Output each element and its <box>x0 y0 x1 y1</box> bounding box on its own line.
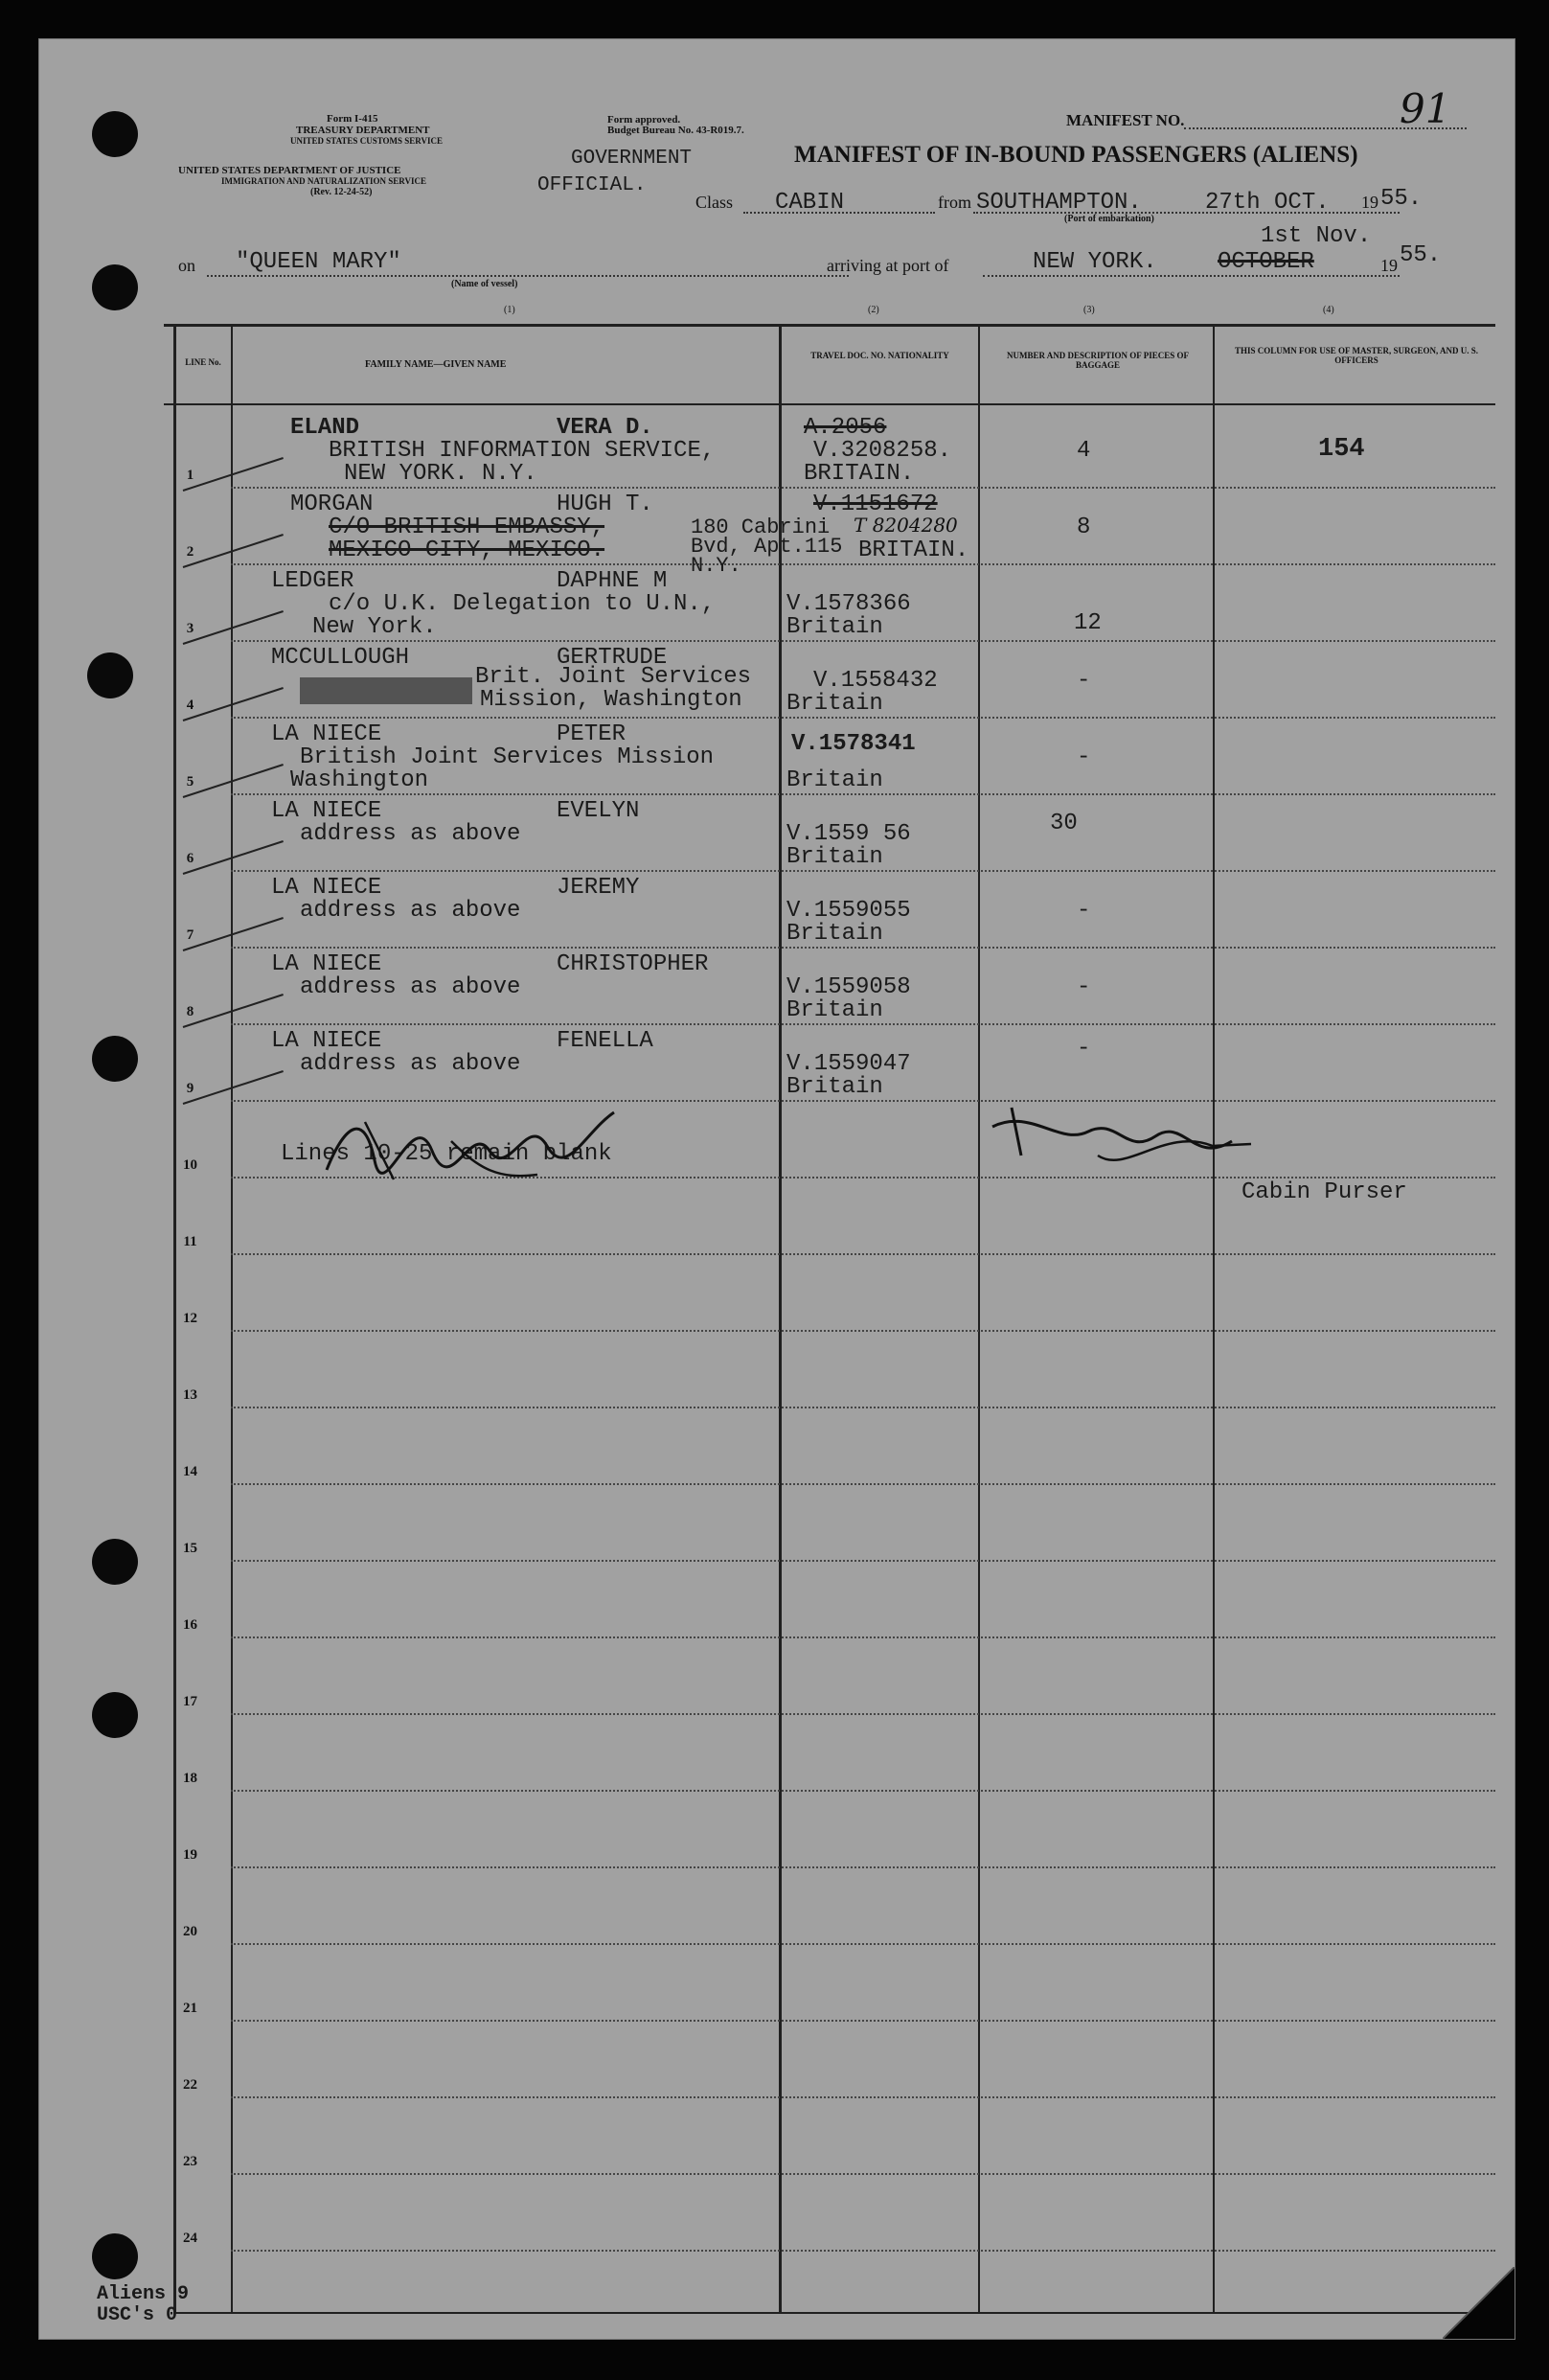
arrival-date: 1st Nov. <box>1261 223 1372 249</box>
line-number: 19 <box>183 1847 197 1863</box>
on-label: on <box>178 256 195 275</box>
travel-doc-number: V.1578341 <box>791 731 916 757</box>
given-name: EVELYN <box>557 798 640 824</box>
purser-signature <box>983 1088 1270 1184</box>
official-stamp: OFFICIAL. <box>537 174 647 196</box>
nationality: Britain <box>786 921 883 947</box>
address-line-2: Washington <box>290 767 429 793</box>
address-handwritten: 180 Cabrini Bvd, Apt.115 N.Y. <box>691 515 843 578</box>
family-name: LA NIECE <box>271 875 382 901</box>
address-line-1: address as above <box>300 974 521 1000</box>
address-line-1: c/o U.K. Delegation to U.N., <box>329 591 716 617</box>
address-line-1: address as above <box>300 821 521 847</box>
baggage-count: 4 <box>1077 438 1091 464</box>
line-number: 16 <box>183 1617 197 1633</box>
nationality: Britain <box>786 767 883 793</box>
family-name: LEDGER <box>271 568 354 594</box>
nationality: Britain <box>786 691 883 717</box>
line-number: 4 <box>186 698 194 713</box>
address-line-2: NEW YORK. N.Y. <box>344 461 537 487</box>
travel-doc-struck: V.1151672 <box>813 492 938 517</box>
address-line-1: British Joint Services Mission <box>300 744 715 770</box>
travel-doc-number: V.3208258. <box>813 438 952 464</box>
line-number: 9 <box>186 1081 194 1096</box>
col-number-3: (3) <box>1083 305 1095 315</box>
manifest-no-label: MANIFEST NO. <box>1066 111 1185 129</box>
line-number: 17 <box>183 1694 197 1709</box>
family-name: LA NIECE <box>271 951 382 977</box>
folded-corner <box>1443 2267 1515 2339</box>
customs-service: UNITED STATES CUSTOMS SERVICE <box>290 136 443 146</box>
header-baggage: NUMBER AND DESCRIPTION OF PIECES OF BAGGAGE <box>1007 351 1189 370</box>
baggage-count: - <box>1077 1036 1091 1062</box>
line-number: 22 <box>183 2077 197 2093</box>
family-name: ELAND <box>290 415 360 441</box>
line-number: 1 <box>186 468 194 483</box>
header-family-name: FAMILY NAME—GIVEN NAME <box>365 359 507 370</box>
binder-hole <box>92 1539 138 1585</box>
line-number: 7 <box>186 927 194 943</box>
travel-doc-number: V.1559047 <box>786 1051 911 1077</box>
given-name: HUGH T. <box>557 492 653 517</box>
port-of-embarkation: SOUTHAMPTON. <box>976 190 1142 216</box>
header-line-no: LINE No. <box>185 357 221 367</box>
baggage-count: 8 <box>1077 515 1091 540</box>
justice-dept: UNITED STATES DEPARTMENT OF JUSTICE <box>178 165 401 176</box>
line-number: 6 <box>186 851 194 866</box>
travel-doc-number: V.1559058 <box>786 974 911 1000</box>
manifest-page <box>38 38 1515 2340</box>
baggage-count: 30 <box>1050 811 1078 836</box>
aliens-tally: Aliens 9 <box>97 2283 190 2305</box>
officer-signature <box>308 1084 633 1199</box>
address-line-2: New York. <box>312 614 437 640</box>
given-name: CHRISTOPHER <box>557 951 709 977</box>
address-line-1: Brit. Joint Services <box>475 664 752 690</box>
line-number: 23 <box>183 2154 197 2169</box>
manifest-title: MANIFEST OF IN-BOUND PASSENGERS (ALIENS) <box>794 142 1358 168</box>
given-name: DAPHNE M <box>557 568 668 594</box>
vessel-name: "QUEEN MARY" <box>236 249 401 275</box>
binder-hole <box>92 1692 138 1738</box>
travel-doc-handwritten: T 8204280 <box>854 514 958 537</box>
binder-hole <box>92 111 138 157</box>
family-name: LA NIECE <box>271 798 382 824</box>
arrival-year: 55. <box>1400 242 1442 268</box>
line-number: 21 <box>183 2001 197 2016</box>
baggage-count: 12 <box>1074 610 1102 636</box>
binder-hole <box>87 652 133 698</box>
line-number: 14 <box>183 1464 197 1479</box>
travel-doc-struck: A.2056 <box>804 415 887 441</box>
arrival-date-struck: OCTOBER <box>1218 249 1314 275</box>
line-number: 18 <box>183 1771 197 1786</box>
binder-hole <box>92 1036 138 1082</box>
line-number: 11 <box>183 1234 197 1249</box>
col-number-2: (2) <box>868 305 879 315</box>
government-stamp: GOVERNMENT <box>571 148 693 170</box>
nationality: BRITAIN. <box>804 461 915 487</box>
given-name: GERTRUDE <box>557 645 668 671</box>
departure-year: 55. <box>1380 186 1423 212</box>
ins-service: IMMIGRATION AND NATURALIZATION SERVICE <box>221 176 426 186</box>
departure-date: 27th OCT. <box>1205 190 1330 216</box>
given-name: PETER <box>557 721 626 747</box>
binder-hole <box>92 264 138 310</box>
arrival-port: NEW YORK. <box>1033 249 1157 275</box>
travel-doc-number: V.1559 56 <box>786 821 911 847</box>
arriving-label: arriving at port of <box>827 256 949 275</box>
form-number: Form I-415 <box>327 113 378 125</box>
port-embark-caption: (Port of embarkation) <box>1064 214 1154 224</box>
col-number-1: (1) <box>504 305 515 315</box>
class-label: Class <box>695 193 734 212</box>
form-approved: Form approved. <box>607 114 681 126</box>
given-name: VERA D. <box>557 415 653 441</box>
officer-entry: 154 <box>1318 435 1365 464</box>
address-line-2: Mission, Washington <box>480 687 742 713</box>
col-number-4: (4) <box>1323 305 1334 315</box>
arrival-year-prefix: 19 <box>1380 256 1398 275</box>
line-number: 2 <box>186 544 194 560</box>
line-number: 24 <box>183 2231 197 2246</box>
treasury-dept: TREASURY DEPARTMENT <box>296 125 430 136</box>
line-number: 20 <box>183 1924 197 1939</box>
line-number: 10 <box>183 1157 197 1173</box>
nationality: BRITAIN. <box>858 538 969 563</box>
baggage-count: - <box>1077 744 1091 770</box>
budget-bureau: Budget Bureau No. 43-R019.7. <box>607 125 744 136</box>
travel-doc-number: V.1578366 <box>786 591 911 617</box>
nationality: Britain <box>786 997 883 1023</box>
line-number: 3 <box>186 621 194 636</box>
nationality: Britain <box>786 844 883 870</box>
line-number: 12 <box>183 1311 197 1326</box>
address-line-1-struck: C/O BRITISH EMBASSY, <box>329 515 605 540</box>
given-name: FENELLA <box>557 1028 653 1054</box>
family-name: LA NIECE <box>271 1028 382 1054</box>
nationality: Britain <box>786 614 883 640</box>
uscs-tally: USC's 0 <box>97 2304 178 2326</box>
travel-doc-number: V.1558432 <box>813 668 938 694</box>
header-travel-doc: TRAVEL DOC. NO. NATIONALITY <box>810 351 949 360</box>
address-line-2-struck: MEXICO CITY, MEXICO. <box>329 538 605 563</box>
family-name: LA NIECE <box>271 721 382 747</box>
line-number: 15 <box>183 1541 197 1556</box>
line-number: 13 <box>183 1387 197 1403</box>
baggage-count: - <box>1077 668 1091 694</box>
vessel-caption: (Name of vessel) <box>451 279 518 289</box>
address-line-1: address as above <box>300 1051 521 1077</box>
revision-date: (Rev. 12-24-52) <box>310 187 373 197</box>
nationality: Britain <box>786 1074 883 1100</box>
from-label: from <box>938 193 971 212</box>
year-prefix: 19 <box>1361 193 1378 212</box>
cabin-purser-label: Cabin Purser <box>1241 1179 1407 1205</box>
line-number: 5 <box>186 774 194 790</box>
travel-doc-number: V.1559055 <box>786 898 911 924</box>
line-number: 8 <box>186 1004 194 1019</box>
binder-hole <box>92 2233 138 2279</box>
redacted-address <box>300 677 472 704</box>
class-value: CABIN <box>775 190 845 216</box>
family-name: MORGAN <box>290 492 374 517</box>
address-line-1: address as above <box>300 898 521 924</box>
header-officers: THIS COLUMN FOR USE OF MASTER, SURGEON, AND U. S. OFFICERS <box>1235 346 1478 365</box>
manifest-number: 91 <box>1400 85 1451 132</box>
address-line-1: BRITISH INFORMATION SERVICE, <box>329 438 716 464</box>
given-name: JEREMY <box>557 875 640 901</box>
remain-blank-note: Lines 10-25 remain blank <box>281 1141 612 1167</box>
baggage-count: - <box>1077 898 1091 924</box>
baggage-count: - <box>1077 974 1091 1000</box>
family-name: MCCULLOUGH <box>271 645 410 671</box>
